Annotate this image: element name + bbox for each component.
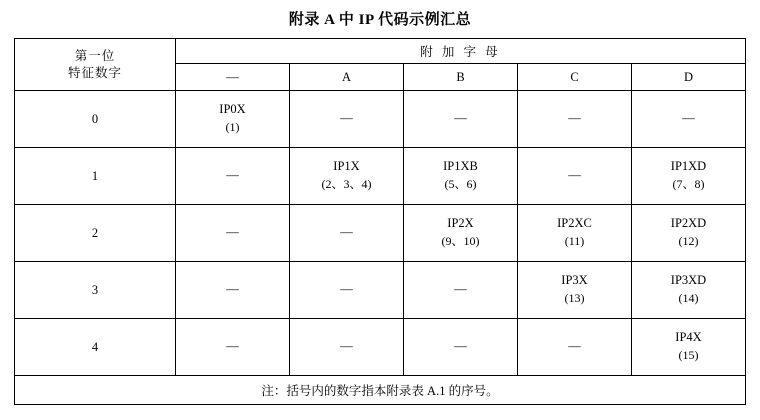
header-col-d: D [632, 64, 746, 91]
data-cell: — [518, 91, 632, 148]
header-additional-letters: 附 加 字 母 [176, 39, 746, 64]
data-cell: IP4X (15) [632, 319, 746, 376]
header-first-digit: 第一位 特征数字 [15, 39, 176, 91]
header-col-a: A [290, 64, 404, 91]
data-cell: IP1XD (7、8) [632, 148, 746, 205]
table-container [14, 38, 746, 405]
table-header-row-1 [15, 39, 746, 64]
data-cell: IP3X (13) [518, 262, 632, 319]
page-title: 附录 A 中 IP 代码示例汇总 [288, 12, 472, 28]
table-note-row [15, 376, 746, 405]
table-row [15, 91, 746, 148]
row-digit: 4 [15, 319, 176, 376]
data-cell: — [176, 319, 290, 376]
data-cell: — [176, 262, 290, 319]
data-cell: — [290, 262, 404, 319]
table-row [15, 148, 746, 205]
table-row [15, 319, 746, 376]
table-row [15, 262, 746, 319]
data-cell: — [290, 319, 404, 376]
data-cell: IP2X (9、10) [404, 205, 518, 262]
data-cell: — [404, 91, 518, 148]
data-cell: IP3XD (14) [632, 262, 746, 319]
data-cell: — [290, 91, 404, 148]
data-cell: — [404, 262, 518, 319]
data-cell: — [518, 319, 632, 376]
table-note: 注：括号内的数字指本附录表 A.1 的序号。 [15, 376, 746, 405]
document-page [0, 8, 760, 420]
header-col-b: B [404, 64, 518, 91]
data-cell: IP2XC (11) [518, 205, 632, 262]
ip-code-summary-table [14, 38, 746, 405]
data-cell: — [290, 205, 404, 262]
row-digit: 1 [15, 148, 176, 205]
data-cell: IP1XB (5、6) [404, 148, 518, 205]
data-cell: — [176, 205, 290, 262]
data-cell: IP1X (2、3、4) [290, 148, 404, 205]
header-col-dash: — [176, 64, 290, 91]
data-cell: — [518, 148, 632, 205]
data-cell: — [404, 319, 518, 376]
table-row [15, 205, 746, 262]
header-col-c: C [518, 64, 632, 91]
row-digit: 3 [15, 262, 176, 319]
data-cell: — [176, 148, 290, 205]
data-cell: IP2XD (12) [632, 205, 746, 262]
row-digit: 2 [15, 205, 176, 262]
data-cell: IP0X (1) [176, 91, 290, 148]
data-cell: — [632, 91, 746, 148]
row-digit: 0 [15, 91, 176, 148]
